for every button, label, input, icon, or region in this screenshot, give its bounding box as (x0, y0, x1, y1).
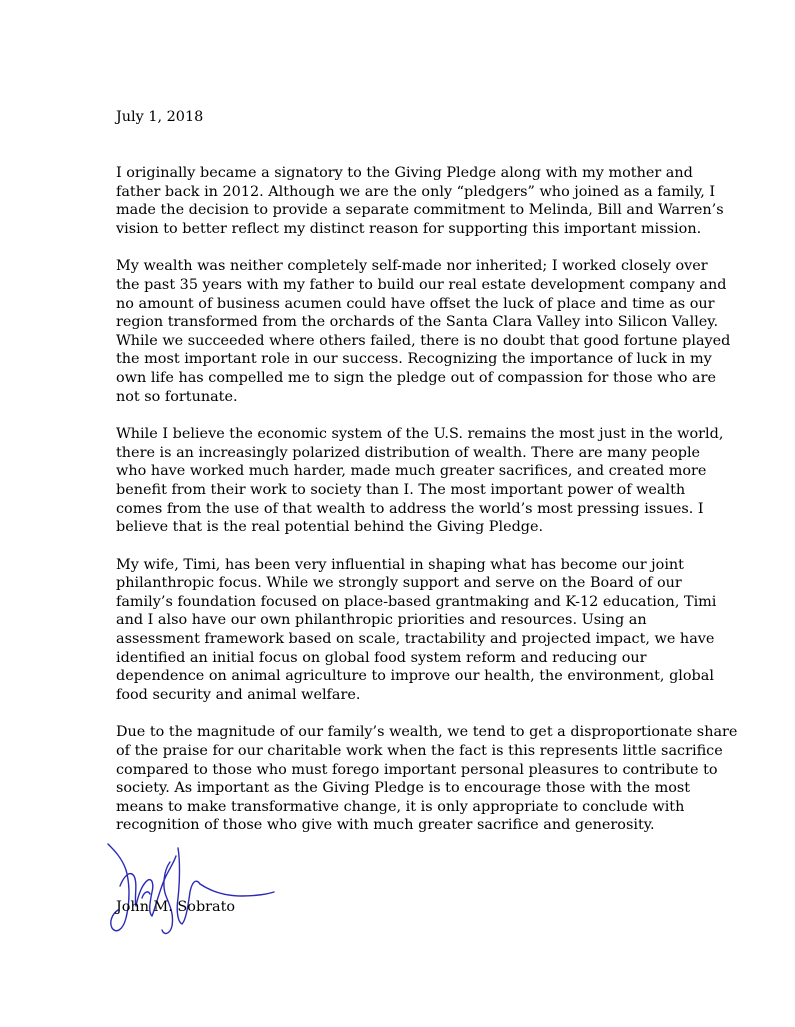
letter-paragraph (116, 723, 738, 835)
letter-paragraph (116, 257, 731, 406)
text-line: the past 35 years with my father to build our real estate development company and (116, 276, 727, 293)
text-line: While I believe the economic system of the U.S. remains the most just in the world, (116, 426, 724, 443)
text-line: society. As important as the Giving Pledge is to encourage those with the most (116, 780, 691, 797)
text-line: My wealth was neither completely self-made nor inherited; I worked closely over (116, 258, 708, 275)
text-line: food security and animal welfare. (116, 686, 361, 703)
text-line: My wife, Timi, has been very influential in shaping what has become our joint (116, 556, 684, 573)
text-line: While we succeeded where others failed, there is no doubt that good fortune played (116, 332, 731, 349)
text-line: identified an initial focus on global food system reform and reducing our (116, 649, 647, 666)
handwritten-signature (100, 840, 290, 940)
text-line: of the praise for our charitable work when the fact is this represents little sacrifice (116, 743, 723, 760)
text-line: assessment framework based on scale, tractability and projected impact, we have (116, 631, 715, 648)
text-line: and I also have our own philanthropic priorities and resources. Using an (116, 612, 647, 629)
text-line: dependence on animal agriculture to improve our health, the environment, global (116, 668, 714, 685)
text-line: region transformed from the orchards of the Santa Clara Valley into Silicon Valley. (116, 314, 719, 331)
text-line: own life has compelled me to sign the pledge out of compassion for those who are (116, 369, 716, 386)
text-line: family’s foundation focused on place-based grantmaking and K-12 education, Timi (116, 593, 717, 610)
text-line: comes from the use of that wealth to address the world’s most pressing issues. I (116, 500, 704, 517)
text-line: Due to the magnitude of our family’s wealth, we tend to get a disproportionate share (116, 724, 738, 741)
text-line: the most important role in our success. Recognizing the importance of luck in my (116, 351, 712, 368)
text-line: I originally became a signatory to the Giving Pledge along with my mother and (116, 165, 693, 181)
letter-paragraph (116, 556, 717, 705)
text-line: recognition of those who give with much greater sacrifice and generosity. (116, 817, 655, 834)
text-line: means to make transformative change, it is only appropriate to conclude with (116, 798, 685, 815)
letter-paragraph (116, 164, 724, 238)
letter-date: July 1, 2018 (116, 109, 204, 125)
text-line: believe that is the real potential behind the Giving Pledge. (116, 519, 544, 536)
letter-body (116, 164, 738, 854)
text-line: vision to better reflect my distinct reason for supporting this important mission. (116, 220, 702, 237)
text-line: philanthropic focus. While we strongly support and serve on the Board of our (116, 575, 682, 592)
text-line: not so fortunate. (116, 388, 238, 405)
text-line: compared to those who must forego important personal pleasures to contribute to (116, 761, 718, 778)
letter-paragraph (116, 425, 724, 537)
signer-name: John M. Sobrato (116, 899, 236, 915)
signature-block (100, 840, 290, 940)
text-line: there is an increasingly polarized distribution of wealth. There are many people (116, 444, 701, 461)
text-line: benefit from their work to society than I. The most important power of wealth (116, 481, 686, 498)
text-line: no amount of business acumen could have offset the luck of place and time as our (116, 295, 715, 312)
text-line: father back in 2012. Although we are the only “pledgers” who joined as a family, I (116, 183, 716, 200)
text-line: who have worked much harder, made much greater sacrifices, and created more (116, 463, 707, 480)
text-line: made the decision to provide a separate commitment to Melinda, Bill and Warren’s (116, 202, 724, 219)
